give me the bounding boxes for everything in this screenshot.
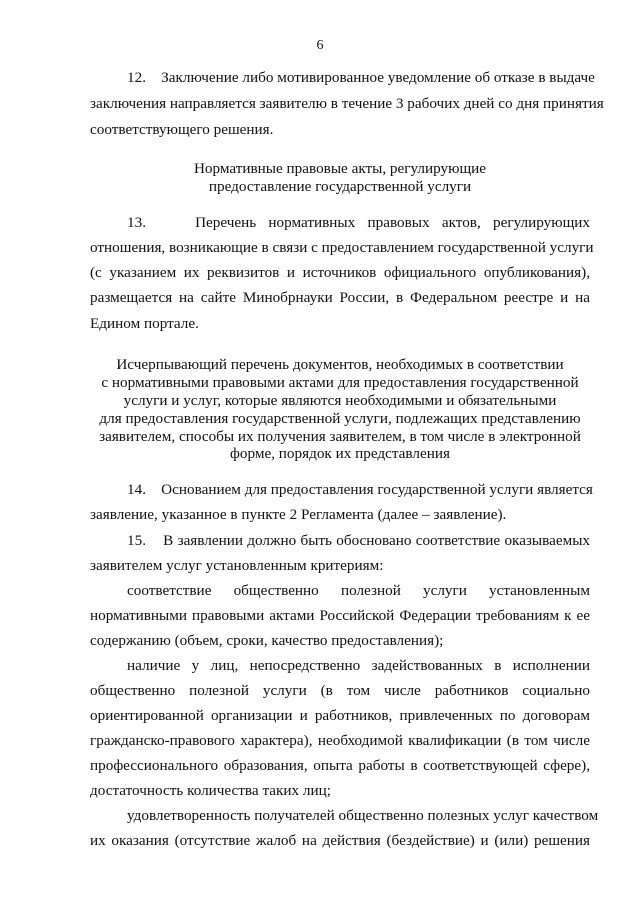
- paragraph-line: соответствующего решения.: [90, 121, 274, 138]
- paragraph-line: (с указанием их реквизитов и источников официального опубликования),: [90, 264, 590, 281]
- paragraph-line: ориентированной организации и работников, привлеченных по договорам: [90, 707, 590, 724]
- heading-line: для предоставления государственной услуги, подлежащих представлению: [99, 410, 581, 427]
- paragraph-line: 15. В заявлении должно быть обосновано соответствие оказываемых: [127, 532, 590, 549]
- heading-line: предоставление государственной услуги: [208, 178, 472, 195]
- paragraph-line: заявление, указанное в пункте 2 Регламента (далее – заявление).: [90, 506, 507, 523]
- paragraph-line: размещается на сайте Минобрнауки России, в Федеральном реестре и на: [90, 289, 590, 306]
- paragraph-line: заявителем услуг установленным критериям:: [90, 557, 384, 574]
- paragraph-line: 12. Заключение либо мотивированное уведомление об отказе в выдаче: [127, 69, 595, 86]
- paragraph-line: достаточность количества таких лиц;: [90, 782, 331, 799]
- heading-line: форме, порядок их представления: [230, 445, 450, 462]
- paragraph-line: 13. Перечень нормативных правовых актов, регулирующих: [127, 214, 590, 231]
- heading-line: услуги и услуг, которые являются необходимыми и обязательными: [123, 392, 557, 409]
- paragraph-line: удовлетворенность получателей общественно полезных услуг качеством: [127, 807, 599, 824]
- paragraph-line: нормативными правовыми актами Российской Федерации требованиям к ее: [90, 607, 590, 624]
- paragraph-line: 14. Основанием для предоставления государственной услуги является: [127, 481, 593, 498]
- paragraph-line: заключения направляется заявителю в течение 3 рабочих дней со дня принятия: [90, 95, 604, 112]
- paragraph-line: отношения, возникающие в связи с предоставлением государственной услуги: [90, 239, 594, 256]
- heading-line: с нормативными правовыми актами для предоставления государственной: [101, 374, 579, 391]
- paragraph-line: содержанию (объем, сроки, качество предоставления);: [90, 632, 444, 649]
- heading-line: Исчерпывающий перечень документов, необходимых в соответствии: [116, 356, 564, 373]
- paragraph-line: профессионального образования, опыта работы в соответствующей сфере),: [90, 757, 590, 774]
- heading-line: заявителем, способы их получения заявителем, в том числе в электронной: [99, 428, 581, 445]
- paragraph-line: их оказания (отсутствие жалоб на действия (бездействие) и (или) решения: [90, 832, 590, 849]
- paragraph-line: общественно полезной услуги (в том числе работников социально: [90, 682, 590, 699]
- page-number: 6: [316, 38, 324, 53]
- paragraph-line: Едином портале.: [90, 315, 199, 332]
- paragraph-line: соответствие общественно полезной услуги установленным: [127, 582, 590, 599]
- heading-line: Нормативные правовые акты, регулирующие: [193, 160, 487, 177]
- paragraph-line: наличие у лиц, непосредственно задействованных в исполнении: [127, 657, 590, 674]
- paragraph-line: гражданско-правового характера), необходимой квалификации (в том числе: [90, 732, 590, 749]
